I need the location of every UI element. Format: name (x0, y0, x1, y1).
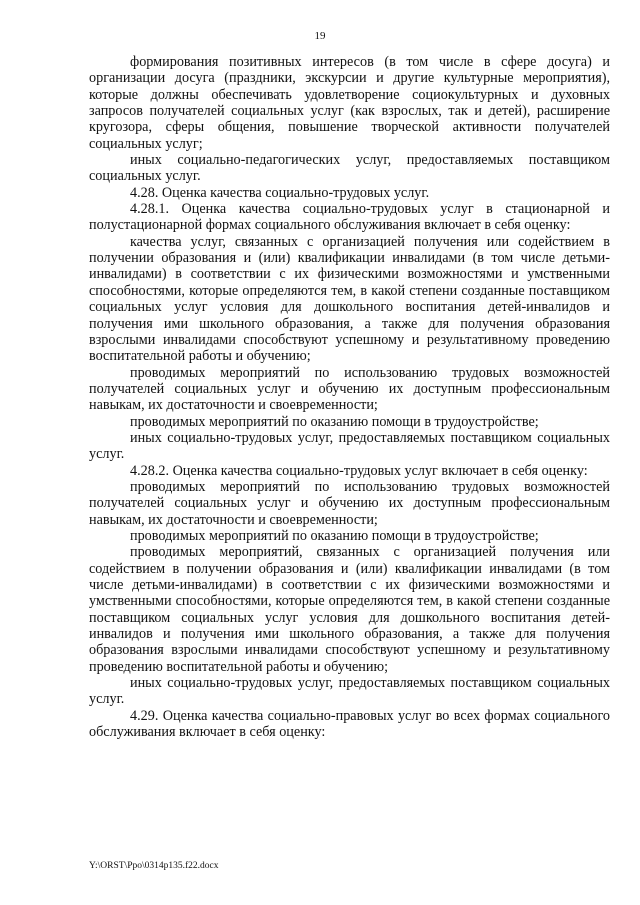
paragraph: иных социально-трудовых услуг, предоставляемых поставщиком социальных услуг. (89, 429, 610, 463)
paragraph: 4.29. Оценка качества социально-правовых услуг во всех формах социального обслуживания включает в себя оценку: (89, 707, 610, 741)
paragraph: проводимых мероприятий по оказанию помощи в трудоустройстве; (130, 527, 539, 544)
document-body (89, 54, 610, 740)
paragraph: иных социально-трудовых услуг, предоставляемых поставщиком социальных услуг. (89, 675, 610, 708)
paragraph: 4.28.1. Оценка качества социально-трудовых услуг в стационарной и полустационарной формах социального обслуживания включает в себя оценку: (89, 201, 610, 234)
paragraph: 4.28.2. Оценка качества социально-трудовых услуг включает в себя оценку: (130, 462, 588, 479)
paragraph: проводимых мероприятий, связанных с организацией получения или содействием в получении образования и (или) квалификации инвалидами (в том числе детьми-инвалидами) в соответствии с их физическими возможностями и умственными способностями, которые определяются тем, в какой степени созданные поставщиком социальных услуг условия для дошкольного воспитания детей-инвалидов и получения ими школьного образования, а также для получения образования взрослыми инвалидами способствуют успешному и результативному проведению воспитательной работы и обучению; (89, 544, 610, 675)
paragraph: проводимых мероприятий по использованию трудовых возможностей получателей социальных услуг и обучению их доступным профессиональным навыкам, их достаточности и своевременности; (89, 364, 610, 414)
paragraph: проводимых мероприятий по использованию трудовых возможностей получателей социальных услуг и обучению их доступным профессиональным навыкам, их достаточности и своевременности; (89, 478, 610, 528)
paragraph: иных социально-педагогических услуг, предоставляемых поставщиком социальных услуг. (89, 152, 610, 185)
paragraph: проводимых мероприятий по оказанию помощи в трудоустройстве; (130, 413, 539, 430)
page-number: 19 (314, 30, 326, 42)
section-heading: 4.28. Оценка качества социально-трудовых услуг. (130, 184, 430, 201)
footer-file-path: Y:\ORST\Ppo\0314p135.f22.docx (89, 861, 219, 871)
paragraph: качества услуг, связанных с организацией получения или содействием в получении образования и (или) квалификации инвалидами (в том числе детьми-инвалидами) в соответствии с их физическими возможностями и умственными способностями, которые определяются тем, в какой степени созданные поставщиком социальных услуг условия для дошкольного воспитания детей-инвалидов и получения ими школьного образования, а также для получения образования взрослыми инвалидами способствуют успешному и результативному проведению воспитательной работы и обучению; (89, 233, 610, 365)
paragraph: формирования позитивных интересов (в том числе в сфере досуга) и организации досуга (праздники, экскурсии и другие культурные мероприятия), которые должны обеспечивать удовлетворение социокультурных и духовных запросов получателей социальных услуг (как взрослых, так и детей), расширение кругозора, сферы общения, повышение творческой активности получателей социальных услуг; (89, 54, 610, 152)
